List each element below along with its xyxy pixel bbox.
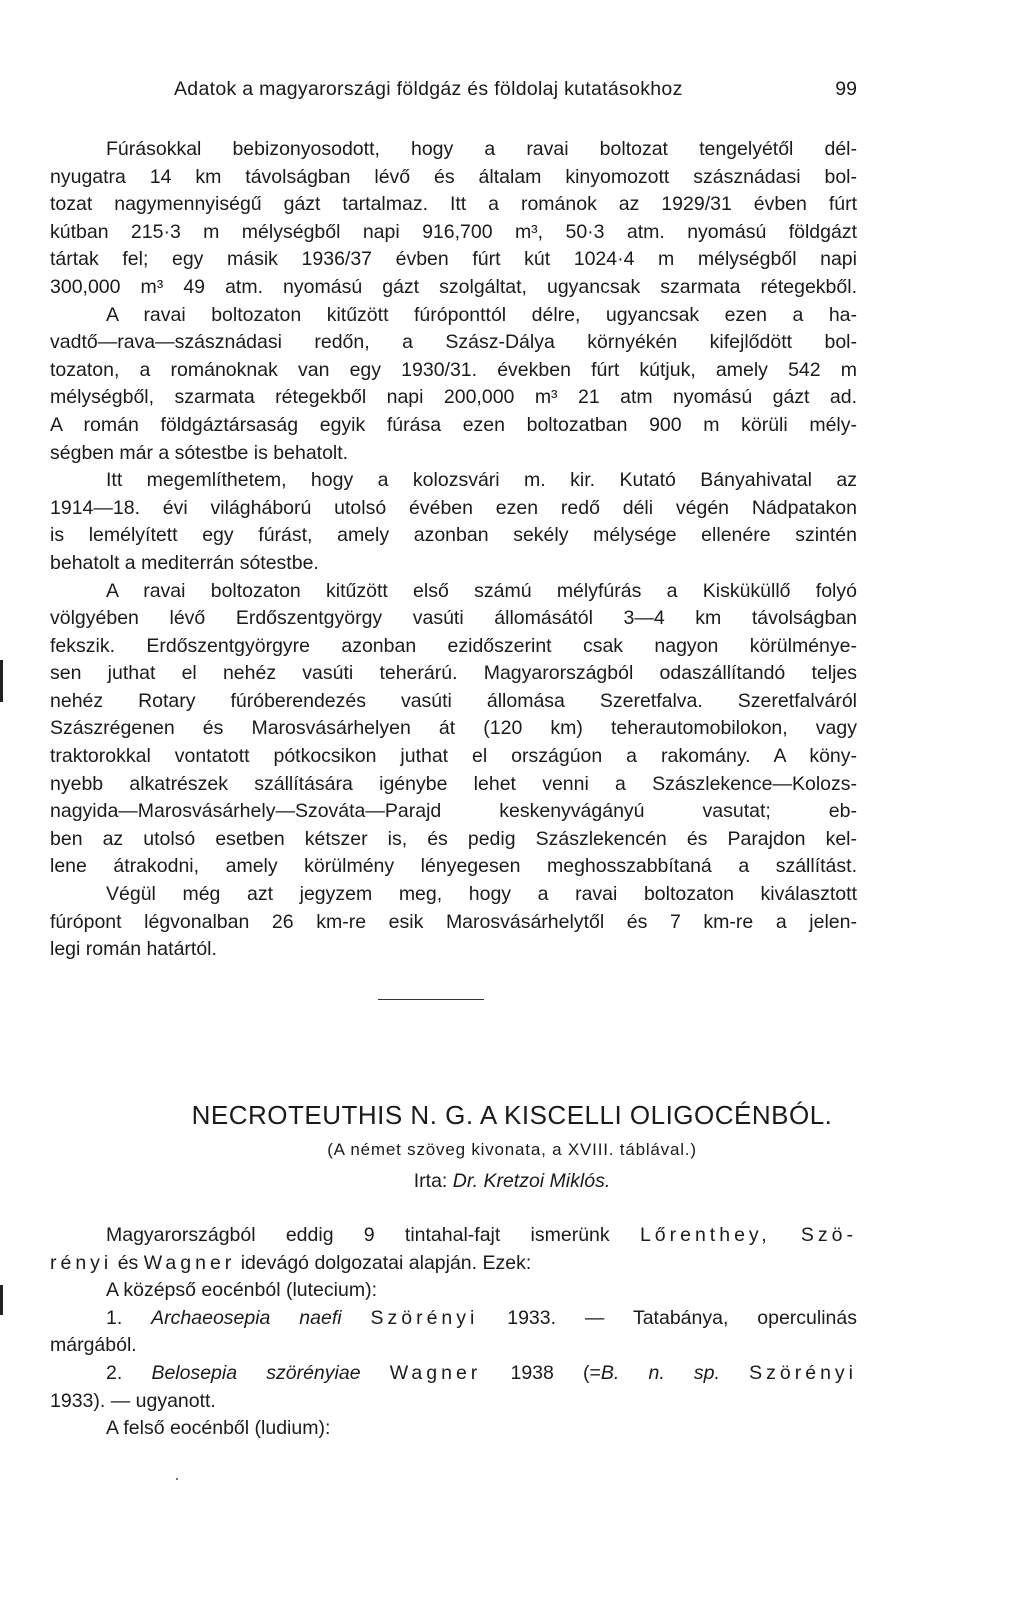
section-divider: [378, 999, 484, 1000]
article-title: NECROTEUTHIS N. G. A KISCELLI OLIGOCÉNBÓL.: [191, 1100, 833, 1130]
species-name: Belosepia szörényiae: [151, 1361, 361, 1384]
text-line: márgából.: [50, 1334, 137, 1357]
text-line: [50, 1360, 857, 1388]
text-line: 300,000 m³ 49 atm. nyomású gázt szolgáltat, ugyancsak szarmata rétegekből.: [50, 275, 857, 298]
text-line: A ravai boltozaton kitűzött fúróponttól délre, ugyancsak ezen a ha-: [106, 303, 857, 326]
text-line: behatolt a mediterrán sótestbe.: [50, 551, 319, 574]
text-run: és: [117, 1251, 139, 1274]
scan-edge-mark: [0, 1285, 3, 1315]
text-line: A román földgáztársaság egyik fúrása ezen boltozatban 900 m körüli mély-: [50, 413, 857, 436]
text-line: nagyida—Marosvásárhely—Szováta—Parajd keskenyvágányú vasutat; eb-: [50, 800, 857, 823]
text-line: 1933). — ugyanott.: [50, 1389, 216, 1412]
text-line: tártak fel; egy másik 1936/37 évben fúrt kút 1024·4 m mélységből napi: [50, 248, 857, 271]
author-name-spaced: Lőrenthey,: [639, 1224, 771, 1246]
text-line: A ravai boltozaton kitűzött első számú mélyfúrás a Kisküküllő folyó: [106, 579, 857, 602]
text-line: Fúrásokkal bebizonyosodott, hogy a ravai boltozat tengelyétől dél-: [106, 138, 857, 160]
text-line: A középső eocénból (lutecium):: [106, 1279, 377, 1302]
page-number: 99: [835, 78, 857, 100]
text-line: tozaton, a románoknak van egy 1930/31. években fúrt kútjuk, amely 542 m: [50, 358, 857, 381]
author-name-spaced: Wagner: [389, 1361, 482, 1384]
species-synonym: B. n. sp.: [600, 1361, 720, 1384]
text-line: A felső eocénből (ludium):: [106, 1417, 331, 1440]
author-name-spaced: Szörényi: [749, 1361, 857, 1384]
text-line: Szászrégenen és Marosvásárhelyen át (120 km) teherautomobilokon, vagy: [50, 717, 857, 740]
text-run: 1938 (=: [510, 1361, 601, 1384]
text-run: 1933. — Tatabánya, operculinás: [507, 1306, 857, 1329]
text-line: fúrópont légvonalban 26 km-re esik Marosvásárhelytől és 7 km-re a jelen-: [50, 910, 857, 933]
text-line: is lemélyített egy fúrást, amely azonban sekély mélysége ellenére szintén: [50, 524, 857, 547]
text-line: traktorokkal vontatott pótkocsikon juthat el országúon a rakomány. A köny-: [50, 745, 857, 768]
text-line: [50, 1305, 857, 1333]
text-line: ben az utolsó esetben kétszer is, és pedig Szászlekencén és Parajdon kel-: [50, 827, 857, 850]
text-line: ségben már a sótestbe is behatolt.: [50, 441, 349, 464]
running-title: Adatok a magyarországi földgáz és földolaj kutatásokhoz: [174, 78, 683, 100]
text-line: tozat nagymennyiségű gázt tartalmaz. Itt a románok az 1929/31 évben fúrt: [50, 193, 857, 216]
scan-edge-mark: [0, 660, 3, 702]
author-name-spaced: rényi: [50, 1251, 113, 1274]
text-line: lene átrakodni, amely körülmény lényegesen meghosszabbítaná a szállítást.: [50, 855, 857, 878]
article-author: [0, 1170, 1024, 1193]
print-speck: [176, 1478, 178, 1480]
author-name: Dr. Kretzoi Miklós.: [452, 1170, 611, 1192]
text-line: legi román határtól.: [50, 938, 217, 961]
item-number: 2.: [106, 1361, 123, 1384]
text-line: sen juthat el nehéz vasúti teherárú. Magyarországból odaszállítandó teljes: [50, 662, 857, 685]
text-run: Magyarországból eddig 9 tintahal-fajt ismerünk: [106, 1224, 610, 1246]
author-prefix: Irta:: [413, 1170, 448, 1192]
text-line: 1914—18. évi világháború utolsó évében ezen redő déli végén Nádpatakon: [50, 496, 857, 519]
text-line: fekszik. Erdőszentgyörgyre azonban ezidőszerint csak nagyon körülménye-: [50, 634, 857, 657]
running-header: [50, 78, 857, 108]
author-name-spaced: Szörényi: [370, 1306, 479, 1329]
text-line: kútban 215·3 m mélységből napi 916,700 m³, 50·3 atm. nyomású földgázt: [50, 220, 857, 243]
text-line: nehéz Rotary fúróberendezés vasúti állomása Szeretfalva. Szeretfalváról: [50, 689, 857, 712]
text-line: Itt megemlíthetem, hogy a kolozsvári m. kir. Kutató Bányahivatal az: [106, 469, 857, 492]
item-number: 1.: [106, 1306, 123, 1329]
author-name-spaced: Wagner: [143, 1251, 236, 1274]
text-run: idevágó dolgozatai alapján. Ezek:: [240, 1251, 532, 1274]
article-text: [50, 1222, 857, 1443]
text-line: nyebb alkatrészek szállítására igénybe lehet venni a Szászlekence—Kolozs-: [50, 772, 857, 795]
species-name: Archaeosepia naefi: [151, 1306, 342, 1329]
text-line: vadtő—rava—szásznádasi redőn, a Szász-Dálya környékén kifejlődött bol-: [50, 331, 857, 354]
text-line: Végül még azt jegyzem meg, hogy a ravai boltozaton kiválasztott: [106, 883, 857, 906]
text-line: nyugatra 14 km távolságban lévő és általam kinyomozott szásznádasi bol-: [50, 165, 857, 188]
text-line: [50, 1222, 857, 1250]
text-line: [50, 1250, 857, 1278]
text-line: völgyében lévő Erdőszentgyörgy vasúti állomásától 3—4 km távolságban: [50, 607, 857, 630]
article-subtitle: (A német szöveg kivonata, a XVIII. táblával.): [327, 1140, 697, 1159]
author-name-spaced: Szö-: [800, 1224, 858, 1246]
text-line: mélységből, szarmata rétegekből napi 200,000 m³ 21 atm nyomású gázt ad.: [50, 386, 857, 409]
body-text: [50, 136, 857, 964]
